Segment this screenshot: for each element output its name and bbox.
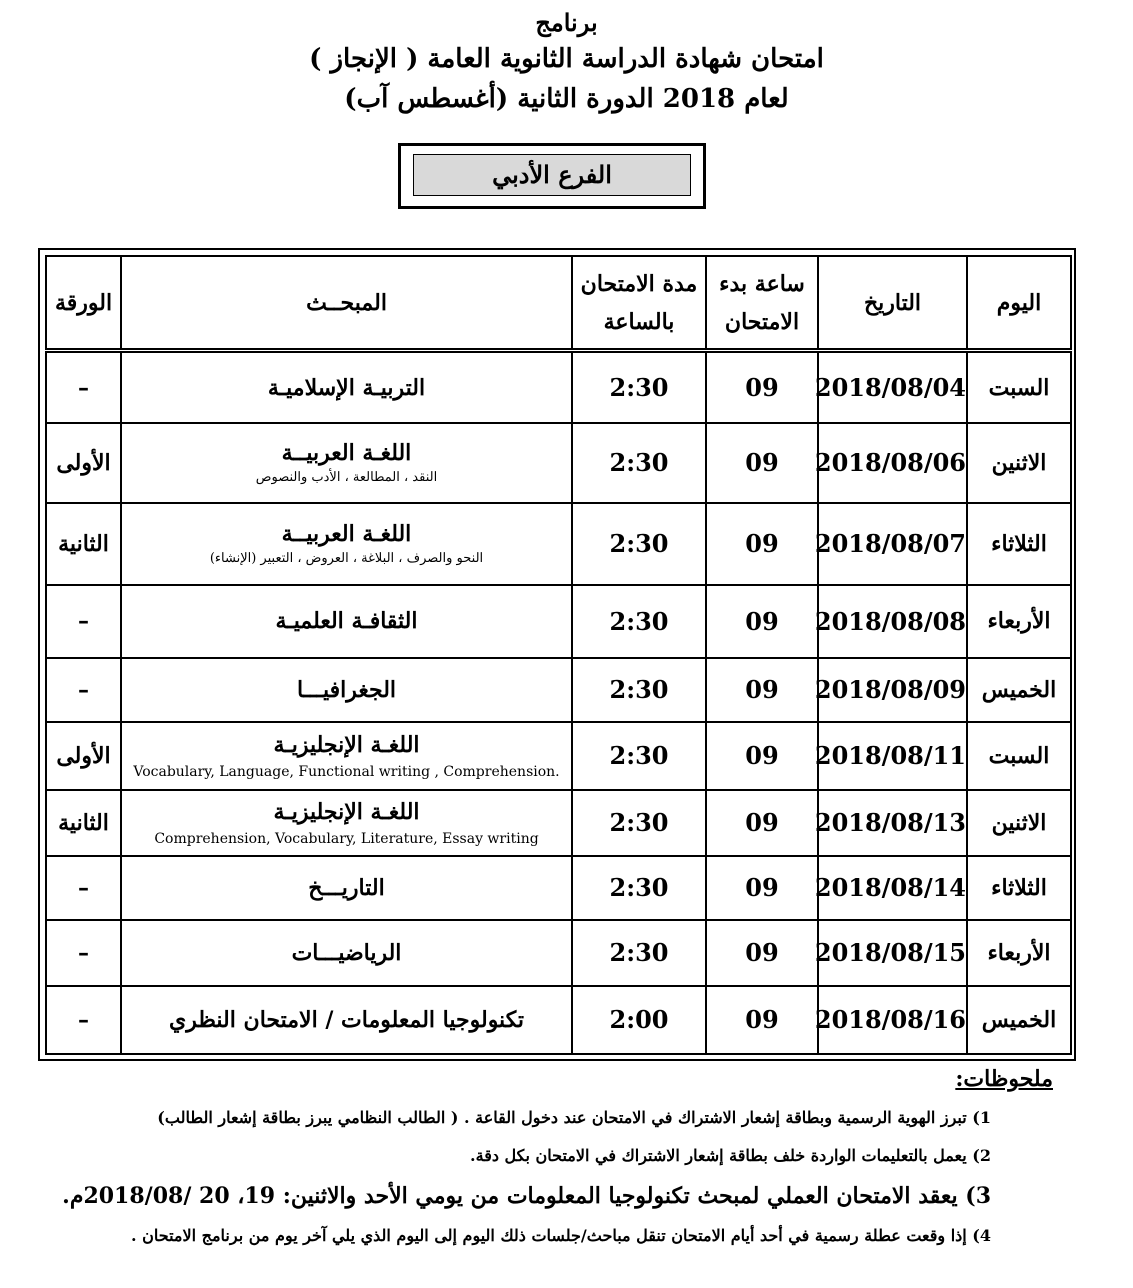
subject-topics: النحو والصرف ، البلاغة ، العروض ، التعبير (الإنشاء) (209, 551, 484, 567)
notes-title: ملحوظات: (955, 1066, 1053, 1092)
cell-duration: 2:30 (572, 790, 706, 856)
cell-paper: – (46, 658, 121, 722)
cell-start-time: 09 (706, 585, 818, 657)
branch-label: الفرع الأدبي (413, 154, 691, 196)
table-row (46, 658, 1071, 722)
subject-name: الجغرافيـــا (296, 676, 397, 703)
cell-start-time: 09 (706, 351, 818, 423)
cell-subject (121, 351, 572, 423)
cell-duration: 2:30 (572, 351, 706, 423)
subject-name: الثقافـة العلميـة (275, 608, 418, 635)
cell-paper: – (46, 856, 121, 920)
cell-day: الثلاثاء (967, 856, 1071, 920)
cell-date: 2018/08/14 (818, 856, 967, 920)
cell-subject (121, 722, 572, 790)
table-row (46, 790, 1071, 856)
cell-paper: – (46, 920, 121, 986)
table-row (46, 856, 1071, 920)
cell-day: الأربعاء (967, 585, 1071, 657)
cell-date: 2018/08/04 (818, 351, 967, 423)
subject-topics-en: Comprehension, Vocabulary, Literature, Essay writing (154, 830, 539, 847)
cell-subject (121, 986, 572, 1054)
subject-name: الرياضيـــات (291, 939, 402, 966)
header-start-time: ساعة بدء الامتحان (706, 256, 818, 351)
cell-date: 2018/08/08 (818, 585, 967, 657)
cell-subject (121, 423, 572, 502)
cell-date: 2018/08/13 (818, 790, 967, 856)
subject-name: اللغـة العربيــة (281, 440, 412, 467)
subject-name: اللغـة العربيــة (281, 521, 412, 548)
cell-paper: الثانية (46, 503, 121, 586)
cell-day: الاثنين (967, 790, 1071, 856)
note-4: 4) إذا وقعت عطلة رسمية في أحد أيام الامتحان تنقل مباحث/جلسات ذلك اليوم إلى اليوم الذي يلي آخر يوم من برنامج الامتحان . (131, 1226, 991, 1245)
table-header-row (46, 256, 1071, 351)
cell-subject (121, 790, 572, 856)
subject-name: التاريـــخ (308, 874, 385, 901)
cell-paper: – (46, 986, 121, 1054)
cell-paper: الأولى (46, 423, 121, 502)
cell-day: السبت (967, 351, 1071, 423)
cell-subject (121, 920, 572, 986)
schedule-table (45, 255, 1072, 1055)
cell-duration: 2:30 (572, 423, 706, 502)
subject-name: اللغـة الإنجليزيـة (273, 798, 420, 825)
cell-start-time: 09 (706, 658, 818, 722)
cell-start-time: 09 (706, 790, 818, 856)
cell-paper: – (46, 351, 121, 423)
cell-day: الأربعاء (967, 920, 1071, 986)
subject-topics: النقد ، المطالعة ، الأدب والنصوص (255, 470, 438, 486)
header-subject: المبحــث (121, 256, 572, 351)
header-day: اليوم (967, 256, 1071, 351)
exam-title: امتحان شهادة الدراسة الثانوية العامة ( الإنجاز ) (309, 44, 824, 74)
cell-duration: 2:30 (572, 920, 706, 986)
table-row (46, 920, 1071, 986)
cell-duration: 2:30 (572, 503, 706, 586)
cell-duration: 2:00 (572, 986, 706, 1054)
cell-start-time: 09 (706, 722, 818, 790)
note-1: 1) تبرز الهوية الرسمية وبطاقة إشعار الاشتراك في الامتحان عند دخول القاعة . ( الطالب النظامي يبرز بطاقة إشعار الطالب) (157, 1108, 991, 1127)
subject-topics-en: Vocabulary, Language, Functional writing , Comprehension. (133, 763, 560, 780)
cell-duration: 2:30 (572, 856, 706, 920)
cell-start-time: 09 (706, 856, 818, 920)
cell-subject (121, 503, 572, 586)
cell-subject (121, 658, 572, 722)
cell-start-time: 09 (706, 986, 818, 1054)
cell-day: الخميس (967, 658, 1071, 722)
cell-paper: – (46, 585, 121, 657)
branch-box (398, 143, 706, 209)
cell-day: الثلاثاء (967, 503, 1071, 586)
table-row (46, 423, 1071, 502)
cell-subject (121, 856, 572, 920)
table-row (46, 503, 1071, 586)
cell-date: 2018/08/11 (818, 722, 967, 790)
cell-subject (121, 585, 572, 657)
subject-name: التربيـة الإسلاميـة (267, 374, 426, 401)
header-paper: الورقة (46, 256, 121, 351)
cell-date: 2018/08/07 (818, 503, 967, 586)
cell-date: 2018/08/16 (818, 986, 967, 1054)
cell-date: 2018/08/06 (818, 423, 967, 502)
header-duration: مدة الامتحان بالساعة (572, 256, 706, 351)
table-row (46, 351, 1071, 423)
note-3: 3) يعقد الامتحان العملي لمبحث تكنولوجيا المعلومات من يومي الأحد والاثنين: 19، 20 /2018/08م. (62, 1183, 991, 1209)
cell-paper: الثانية (46, 790, 121, 856)
header-date: التاريخ (818, 256, 967, 351)
cell-start-time: 09 (706, 503, 818, 586)
cell-day: الاثنين (967, 423, 1071, 502)
cell-start-time: 09 (706, 920, 818, 986)
table-row (46, 722, 1071, 790)
subject-name: تكنولوجيا المعلومات / الامتحان النظري (169, 1006, 524, 1033)
schedule-table-frame (38, 248, 1076, 1061)
cell-duration: 2:30 (572, 585, 706, 657)
cell-date: 2018/08/15 (818, 920, 967, 986)
cell-day: السبت (967, 722, 1071, 790)
table-row (46, 986, 1071, 1054)
cell-duration: 2:30 (572, 722, 706, 790)
table-row (46, 585, 1071, 657)
subject-name: اللغـة الإنجليزيـة (273, 731, 420, 758)
session-title: لعام 2018 الدورة الثانية (أغسطس آب) (344, 84, 789, 114)
cell-day: الخميس (967, 986, 1071, 1054)
cell-start-time: 09 (706, 423, 818, 502)
note-2: 2) يعمل بالتعليمات الواردة خلف بطاقة إشعار الاشتراك في الامتحان بكل دقة. (470, 1146, 991, 1165)
cell-duration: 2:30 (572, 658, 706, 722)
program-title: برنامج (535, 8, 598, 37)
cell-paper: الأولى (46, 722, 121, 790)
cell-date: 2018/08/09 (818, 658, 967, 722)
